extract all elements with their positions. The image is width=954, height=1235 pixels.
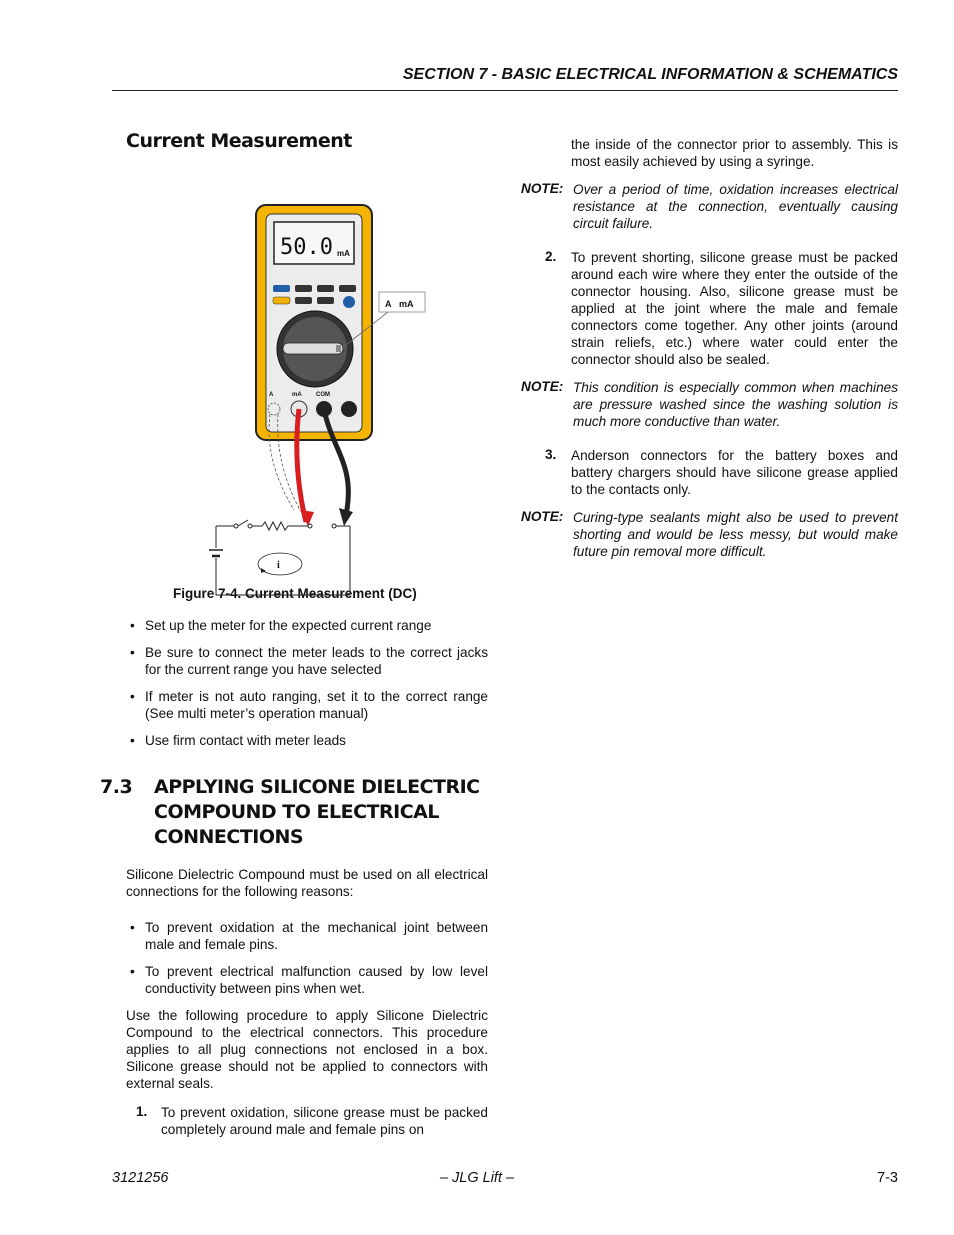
current-measurement-heading: Current Measurement [126, 130, 352, 152]
list-item: • Set up the meter for the expected current range [126, 617, 488, 634]
section-header: SECTION 7 - BASIC ELECTRICAL INFORMATION & SCHEMATICS [402, 66, 898, 83]
blue-button [273, 285, 290, 292]
step-2-text: To prevent shorting, silicone grease must be packed around each wire where they enter the outside of the connector housing. Also, silicone grease must be applied at the joint where the male and female connectors come together. Any other joints (around strain reliefs, etc.) where water could enter the connector should also be sealed. [571, 250, 898, 367]
section-number: 7.3 [100, 776, 133, 798]
list-item: • If meter is not auto ranging, set it to the correct range (See multi meter’s operation manual) [126, 688, 488, 722]
procedure-intro: Use the following procedure to apply Silicone Dielectric Compound to the electrical connectors. This procedure applies to all plug connections not enclosed in a box. Silicone grease should not be applied to connectors with external seals. [126, 1007, 488, 1091]
list-item: • Be sure to connect the meter leads to the correct jacks for the current range you have selected [126, 644, 488, 678]
step-1-number: 1. [136, 1103, 148, 1119]
note-3-label: NOTE: [521, 509, 564, 524]
multimeter-figure [126, 160, 488, 580]
note-1 [521, 181, 898, 232]
step-3-text: Anderson connectors for the battery boxes and battery chargers should have silicone grease applied to the contacts only. [571, 448, 898, 497]
note-3-text: Curing-type sealants might also be used to prevent shorting and would be less messy, but would make future pin removal more difficult. [573, 510, 898, 559]
step-1-continued: the inside of the connector prior to assembly. This is most easily achieved by using a syringe. [571, 137, 898, 169]
note-1-label: NOTE: [521, 181, 564, 196]
range-label-a: A [385, 299, 392, 309]
jack-label-a: A [269, 392, 274, 398]
footer-doc-number: 3121256 [112, 1170, 169, 1186]
footer-page-number: 7-3 [877, 1170, 898, 1186]
section-title: APPLYING SILICONE DIELECTRIC COMPOUND TO ELECTRICAL CONNECTIONS [154, 776, 480, 848]
note-3 [521, 509, 898, 560]
right-column [521, 136, 898, 560]
step-2 [521, 249, 898, 368]
multimeter-illustration [206, 200, 446, 600]
display-value: 50.0 [280, 235, 333, 260]
note-2-text: This condition is especially common when machines are pressure washed since the washing solution is much more conductive than water. [573, 380, 898, 429]
header-rule [112, 90, 898, 91]
step-1 [126, 1104, 488, 1138]
current-symbol: i [277, 560, 280, 571]
step-3 [521, 447, 898, 498]
range-label-ma: mA [399, 299, 414, 309]
step-1-text: To prevent oxidation, silicone grease must be packed completely around male and female pins on [161, 1104, 488, 1137]
left-column [100, 130, 488, 1138]
reason-bullet-list [126, 919, 488, 997]
list-item: • To prevent electrical malfunction caused by low level conductivity between pins when wet. [126, 963, 488, 997]
figure-caption: Figure 7-4. Current Measurement (DC) [173, 586, 417, 601]
step-3-number: 3. [545, 447, 557, 462]
section-7-3-heading [100, 775, 488, 850]
section-intro: Silicone Dielectric Compound must be used on all electrical connections for the following reasons: [126, 866, 488, 899]
footer-center: – JLG Lift – [439, 1170, 515, 1186]
note-1-text: Over a period of time, oxidation increases electrical resistance at the connection, eventually causing circuit failure. [573, 182, 898, 231]
jack-label-com: COM [316, 392, 330, 398]
current-loop-arrow [258, 553, 302, 575]
resistor-symbol [262, 522, 288, 530]
list-item: • To prevent oxidation at the mechanical joint between male and female pins. [126, 919, 488, 953]
note-2 [521, 379, 898, 430]
meter-bullet-list [126, 617, 488, 749]
jack-label-ma: mA [292, 392, 302, 398]
display-unit: mA [337, 249, 350, 258]
list-item: • Use firm contact with meter leads [126, 732, 488, 749]
step-2-number: 2. [545, 249, 557, 264]
note-2-label: NOTE: [521, 379, 564, 394]
yellow-button [273, 297, 290, 304]
